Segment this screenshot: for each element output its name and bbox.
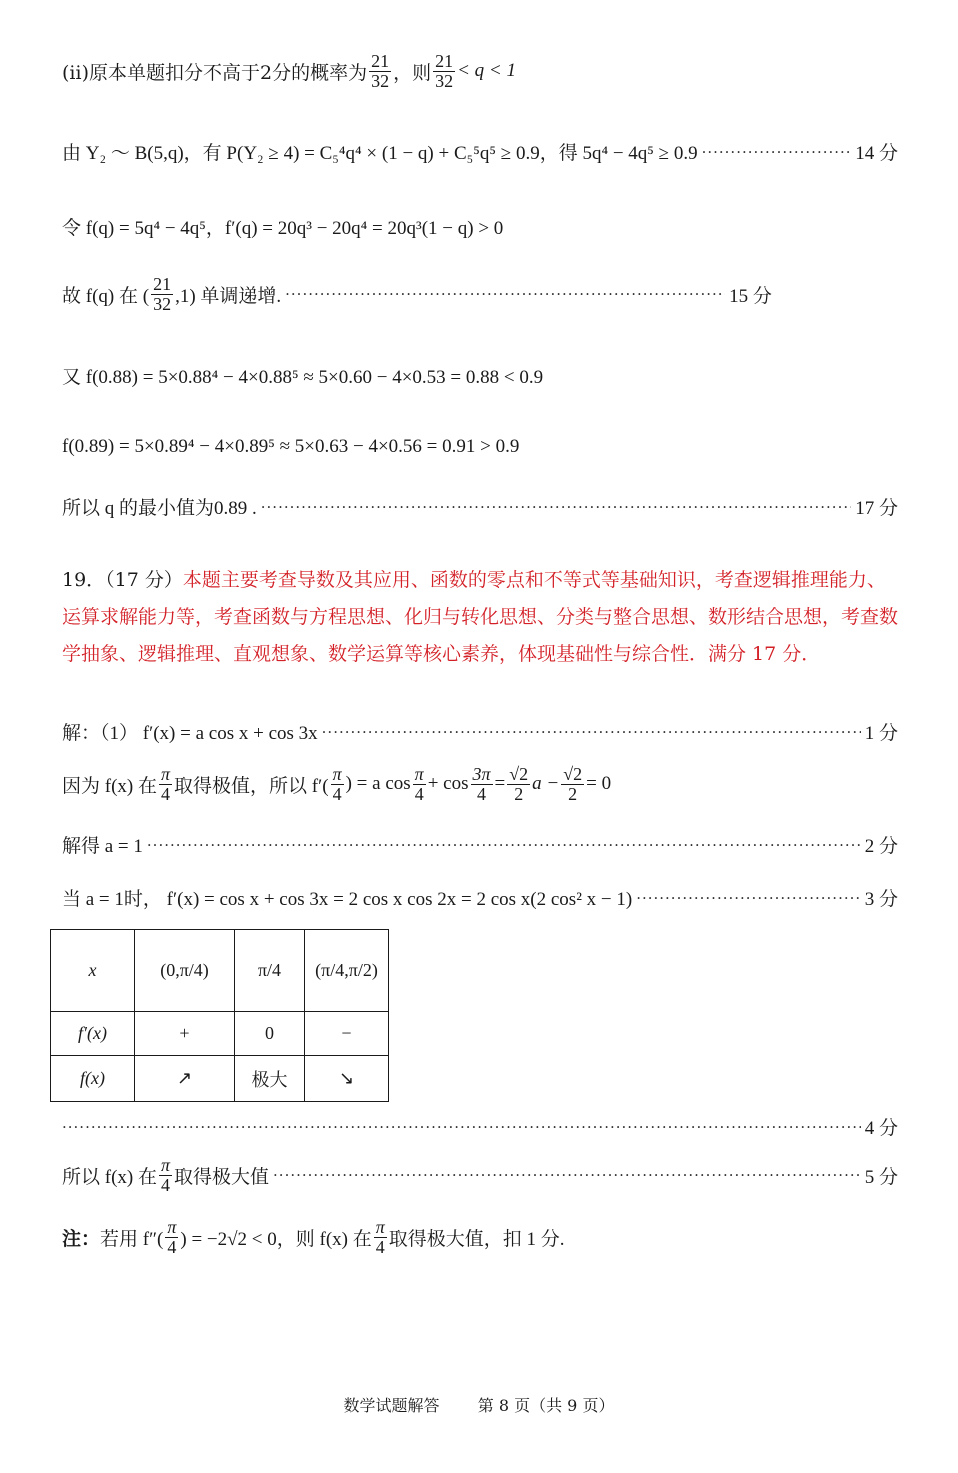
table-cell: f(x) — [51, 1056, 135, 1102]
fraction-21-32: $\frac{21}{32}$ — [371, 51, 390, 91]
leader-dots — [636, 889, 861, 907]
fraction-pi-4: $\frac{\pi}{4}$ — [414, 764, 424, 804]
leader-dots — [261, 498, 851, 516]
fraction-3pi-4: $\frac{3\pi}{4}$ — [472, 764, 491, 804]
line-derivative — [62, 213, 898, 240]
fraction-pi-4: $\frac{\pi}{4}$ — [160, 764, 171, 804]
table-cell: ↘ — [305, 1056, 389, 1102]
text: 取得极值，所以 f′( — [174, 775, 329, 797]
text: f(0.89) = 5×0.89⁴ − 4×0.89⁵ ≈ 5×0.63 − 4×0.56 = 0.91 > 0.9 — [62, 436, 520, 457]
line-binomial — [62, 138, 898, 165]
question-number: 19．（17 分） — [62, 569, 183, 591]
table-row — [51, 1056, 389, 1102]
table-cell: + — [135, 1012, 235, 1056]
fraction-pi-4: $\frac{\pi}{4}$ — [167, 1217, 177, 1257]
text: ) = a cos — [345, 773, 411, 795]
score: 5 分 — [864, 1166, 898, 1188]
line-increasing — [62, 275, 898, 314]
question-19-intro — [62, 562, 898, 673]
note-line — [62, 1218, 898, 1257]
text: ,1) 单调递增. — [175, 285, 282, 307]
table-cell: 极大 — [235, 1056, 305, 1102]
text: 取得极大值 — [174, 1166, 270, 1188]
score: 17 分 — [855, 498, 898, 519]
note-label: 注： — [62, 1227, 101, 1250]
text: < q < 1 — [457, 60, 516, 82]
line-f088 — [62, 362, 898, 389]
solution-line-3 — [62, 831, 898, 858]
text: 因为 f(x) 在 — [62, 775, 157, 797]
leader-dots — [322, 723, 861, 741]
text: ) = −2√2 < 0，则 f(x) 在 — [180, 1228, 372, 1250]
text: = 0 — [586, 773, 612, 795]
table-cell: − — [305, 1012, 389, 1056]
text: 又 f(0.88) = 5×0.88⁴ − 4×0.88⁵ ≈ 5×0.60 − 4×0.53 = 0.88 < 0.9 — [62, 367, 544, 388]
text: 所以 f(x) 在 — [62, 1166, 157, 1188]
text: 若用 f″( — [100, 1228, 164, 1250]
leader-dots — [62, 1118, 861, 1136]
table-cell: (π/4,π/2) — [305, 930, 389, 1012]
text: 令 f(q) = 5q⁴ − 4q⁵，f′(q) = 20q³ − 20q⁴ = 20q³(1 − q) > 0 — [62, 218, 504, 239]
table-header-row — [51, 930, 389, 1012]
leader-dots — [702, 143, 852, 161]
fraction-21-32: $\frac{21}{32}$ — [153, 274, 172, 314]
table-cell: π/4 — [235, 930, 305, 1012]
table-cell: x — [51, 930, 135, 1012]
fraction-pi-4: $\frac{\pi}{4}$ — [375, 1217, 385, 1257]
line-probability — [62, 52, 898, 91]
score: 1 分 — [864, 723, 898, 744]
question-description: 本题主要考查导数及其应用、函数的零点和不等式等基础知识，考查逻辑推理能力、运算求解能力等，考查函数与方程思想、化归与转化思想、分类与整合思想、数形结合思想，考查数学抽象、逻辑推理、直观想象、数学运算等核心素养，体现基础性与综合性．满分 17 分． — [62, 569, 899, 665]
text: 取得极大值，扣 1 分. — [388, 1228, 565, 1250]
score: 3 分 — [864, 889, 898, 910]
leader-dots — [273, 1166, 861, 1184]
table-row — [51, 1012, 389, 1056]
text: ，则 — [393, 61, 432, 84]
solution-line-4 — [62, 884, 898, 911]
fraction-sqrt2-2: $\frac{√2}{2}$ — [563, 764, 583, 804]
score: 2 分 — [864, 836, 898, 857]
table-cell: 0 — [235, 1012, 305, 1056]
fraction-sqrt2-2: $\frac{√2}{2}$ — [509, 764, 529, 804]
line-min-value — [62, 493, 898, 520]
text: 故 f(q) 在 ( — [62, 285, 150, 307]
fraction-pi-4: $\frac{\pi}{4}$ — [160, 1155, 171, 1195]
monotonicity-table — [50, 929, 389, 1102]
score: 14 分 — [855, 143, 898, 164]
text: a − — [532, 773, 560, 795]
line-f089 — [62, 436, 898, 458]
text: (ⅱ)原本单题扣分不高于2分的概率为 — [62, 61, 368, 84]
score: 4 分 — [864, 1118, 898, 1139]
text: 当 a = 1时， f′(x) = cos x + cos 3x = 2 cos x cos 2x = 2 cos x(2 cos² x − 1) — [62, 889, 633, 910]
fraction-21-32: $\frac{21}{32}$ — [435, 51, 454, 91]
page-footer — [0, 1393, 958, 1416]
text: = — [494, 773, 506, 795]
text: 所以 q 的最小值为0.89 . — [62, 498, 257, 519]
solution-line-6 — [62, 1156, 898, 1195]
text: + cos — [427, 773, 469, 795]
table-cell: ↗ — [135, 1056, 235, 1102]
solution-line-1 — [62, 718, 898, 745]
leader-dots — [285, 285, 725, 303]
solution-line-2 — [62, 765, 898, 804]
page-number: 第 8 页（共 9 页） — [477, 1396, 615, 1415]
score: 15 分 — [729, 285, 772, 307]
table-cell: f′(x) — [51, 1012, 135, 1056]
fraction-pi-4: $\frac{\pi}{4}$ — [332, 764, 342, 804]
text: 由 Y₂ ～ B(5,q)，有 P(Y₂ ≥ 4) = C₅⁴q⁴ × (1 − q) + C₅⁵q⁵ ≥ 0.9，得 5q⁴ − 4q⁵ ≥ 0.9 — [62, 143, 698, 164]
footer-title: 数学试题解答 — [343, 1396, 440, 1415]
text: 解得 a = 1 — [62, 836, 143, 857]
text: 解：（1） f′(x) = a cos x + cos 3x — [62, 723, 318, 744]
solution-line-5 — [62, 1113, 898, 1140]
table-cell: (0,π/4) — [135, 930, 235, 1012]
leader-dots — [147, 836, 861, 854]
